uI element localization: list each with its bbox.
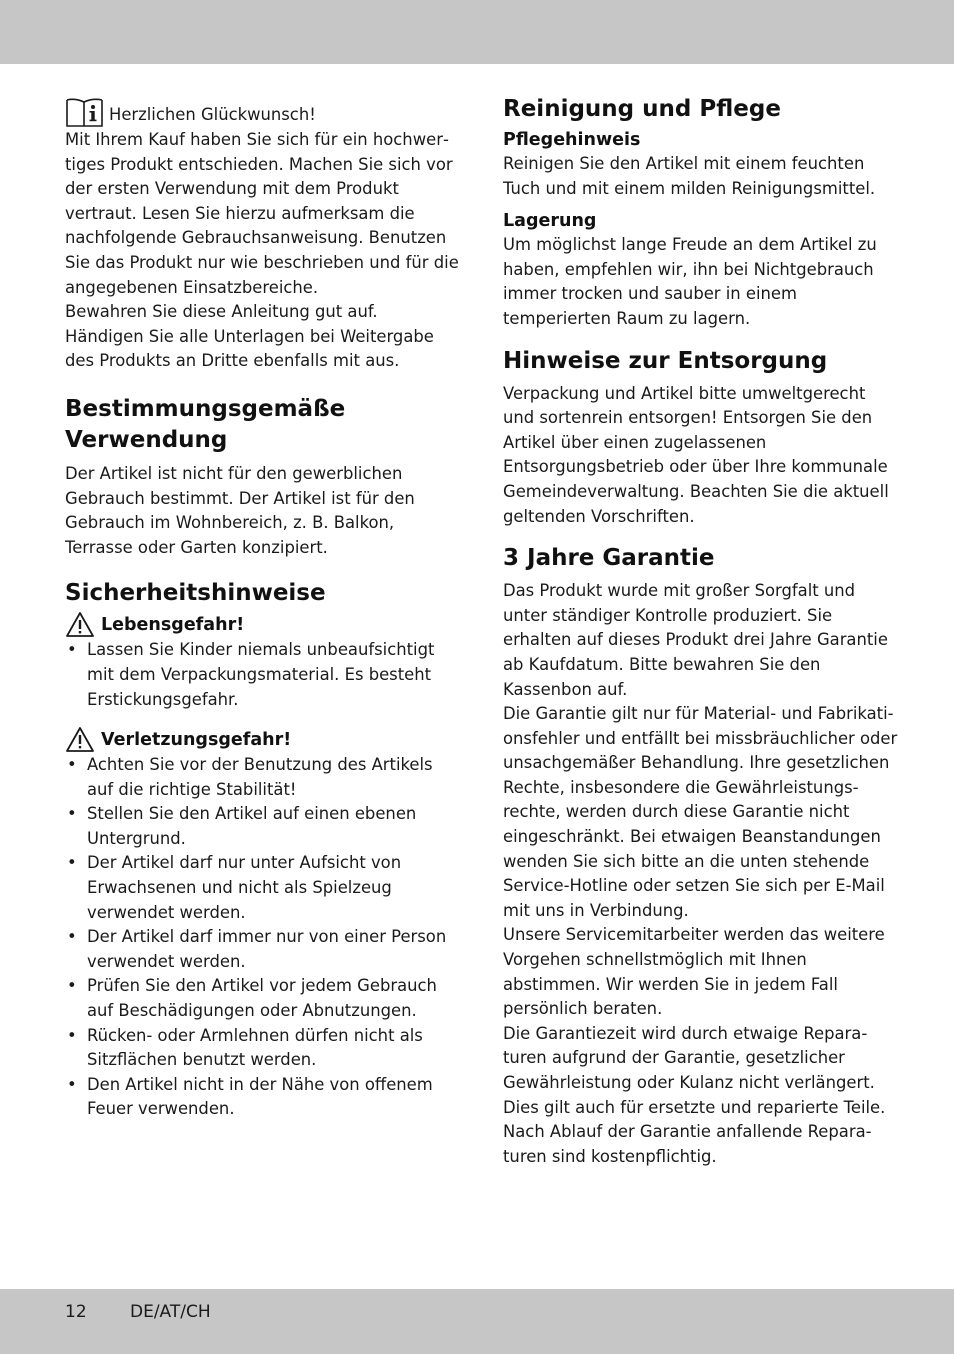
intro-heading (65, 96, 460, 128)
list-item: • Den Artikel nicht in der Nähe von offenem Feuer verwenden. (65, 1073, 460, 1122)
intro-paragraph: Mit Ihrem Kauf haben Sie sich für ein hochwertiges Produkt entschieden. Machen Sie sich vor der ersten Verwendung mit dem Produkt vertraut. Lesen Sie hierzu aufmerksam die nachfolgende Gebrauchsanweisung. Benutzen Sie das Produkt nur wie beschrieben und für die angegebenen Einsatzbereiche. (65, 130, 459, 297)
warning-heading-injury (65, 726, 460, 753)
injury-danger-list (65, 753, 460, 1122)
warning-heading-life (65, 611, 460, 638)
right-column (503, 94, 898, 1169)
warning-triangle-icon (65, 726, 95, 753)
warranty-paragraph: Die Garantiezeit wird durch etwaige Reparaturen aufgrund der Garantie, gesetzlicher Gewährleistung oder Kulanz nicht verlängert. Dies gilt auch für ersetzte und reparierte Teile. Nach Ablauf der Garantie anfallende Reparaturen sind kostenpflichtig. (503, 1023, 886, 1166)
subtitle-storage: Lagerung (503, 211, 597, 232)
list-item: • Stellen Sie den Artikel auf einen ebenen Untergrund. (65, 802, 460, 851)
list-item: • Der Artikel darf nur unter Aufsicht von Erwachsenen und nicht als Spielzeug verwendet werden. (65, 851, 460, 925)
section-title-warranty: 3 Jahre Garantie (503, 545, 715, 572)
region-label: DE/AT/CH (130, 1302, 211, 1322)
warning-triangle-icon (65, 611, 95, 638)
intro-paragraph: Bewahren Sie diese Anleitung gut auf. Händigen Sie alle Unterlagen bei Weitergabe des Produkts an Dritte ebenfalls mit aus. (65, 302, 434, 371)
care-text: Reinigen Sie den Artikel mit einem feuchten Tuch und mit einem milden Reinigungsmittel. (503, 154, 876, 198)
section-title-care: Reinigung und Pflege (503, 96, 781, 122)
disposal-text: Verpackung und Artikel bitte umweltgerecht und sortenrein entsorgen! Entsorgen Sie den Artikel über einen zugelassenen Entsorgungsbetrieb oder über Ihre kommunale Gemeindeverwaltung. Beachten Sie die aktuell geltenden Vorschriften. (503, 383, 889, 526)
list-item: • Prüfen Sie den Artikel vor jedem Gebrauch auf Beschädigungen oder Abnutzungen. (65, 974, 460, 1023)
info-book-icon (65, 96, 105, 128)
section-title-disposal: Hinweise zur Entsorgung (503, 347, 828, 374)
greeting-text: Herzlichen Glückwunsch! (109, 105, 316, 125)
warning-label-injury: Verletzungsgefahr! (101, 729, 292, 750)
list-item: • Lassen Sie Kinder niemals unbeaufsichtigt mit dem Verpackungsmaterial. Es besteht Erstickungsgefahr. (65, 638, 460, 712)
header-bar (0, 0, 954, 64)
warranty-paragraph: Die Garantie gilt nur für Material- und Fabrikationsfehler und entfällt bei missbräuchlicher oder unsachgemäßer Behandlung. Ihre gesetzlichen Rechte, insbesondere die Gewährleistungsrechte, werden durch diese Garantie nicht eingeschränkt. Bei etwaigen Beanstandungen wenden Sie sich bitte an die unten stehende Service-Hotline oder setzen Sie sich per E-Mail mit uns in Verbindung. (503, 704, 898, 920)
storage-text: Um möglichst lange Freude an dem Artikel zu haben, empfehlen wir, ihn bei Nichtgebrauch immer trocken und sauber in einem temperierten Raum zu lagern. (503, 235, 877, 328)
warning-label-life: Lebensgefahr! (101, 614, 245, 635)
warranty-paragraph: Unsere Servicemitarbeiter werden das weitere Vorgehen schnellstmöglich mit Ihnen abstimmen. Wir werden Sie in jedem Fall persönlich beraten. (503, 925, 885, 1019)
section-title-safety: Sicherheitshinweise (65, 580, 326, 607)
warranty-paragraph: Das Produkt wurde mit großer Sorgfalt und unter ständiger Kontrolle produziert. Sie erhalten auf dieses Produkt drei Jahre Garantie ab Kaufdatum. Bitte bewahren Sie den Kassenbon auf. (503, 581, 888, 699)
intended-use-text: Der Artikel ist nicht für den gewerblichen Gebrauch bestimmt. Der Artikel ist für den Gebrauch im Wohnbereich, z. B. Balkon, Terrasse oder Garten konzipiert. (65, 463, 415, 557)
section-title-intended-use: Bestimmungsgemäße Verwendung (65, 395, 346, 453)
list-item: • Achten Sie vor der Benutzung des Artikels auf die richtige Stabilität! (65, 753, 460, 802)
subtitle-care: Pflegehinweis (503, 130, 641, 150)
page-number: 12 (65, 1302, 87, 1322)
list-item: • Der Artikel darf immer nur von einer Person verwendet werden. (65, 925, 460, 974)
list-item: • Rücken- oder Armlehnen dürfen nicht als Sitzflächen benutzt werden. (65, 1024, 460, 1073)
left-column (65, 94, 460, 1122)
life-danger-list (65, 638, 460, 712)
